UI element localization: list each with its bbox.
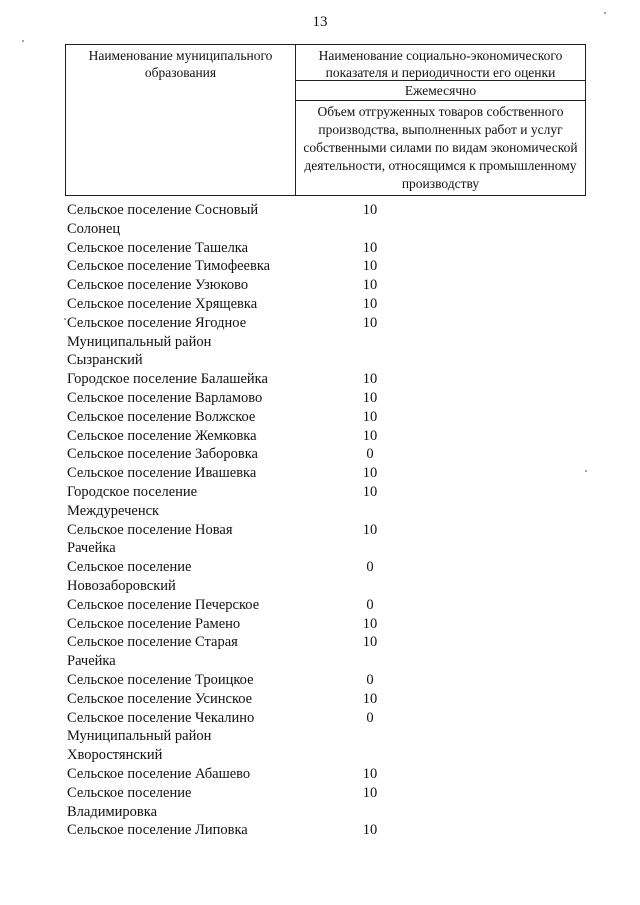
table-row: [0, 389, 640, 408]
municipality-name: Сельское поселение Сосновый: [67, 202, 259, 218]
table-row: [0, 765, 640, 784]
indicator-value: 10: [362, 690, 378, 707]
table-row: [0, 558, 640, 577]
scan-speck: [585, 470, 587, 472]
municipality-name: Городское поселение: [67, 483, 198, 500]
municipality-name: Сельское поселение Рамено: [67, 615, 241, 632]
municipality-name: Солонец: [67, 220, 121, 237]
table-row: [0, 821, 640, 840]
indicator-value: 10: [362, 371, 378, 388]
indicator-value: [300, 333, 440, 352]
indicator-value: [300, 803, 440, 822]
table-row: [0, 445, 640, 464]
municipality-name: Муниципальный район: [67, 728, 212, 745]
municipality-name: Сельское поселение Абашево: [67, 765, 251, 782]
header-indicator-column: [296, 45, 585, 195]
table-row: [0, 615, 640, 634]
indicator-value: [300, 577, 440, 596]
indicator-value: 10: [362, 277, 378, 294]
table-row: [0, 521, 640, 540]
indicator-value: 10: [362, 239, 378, 256]
indicator-value: 10: [362, 427, 378, 444]
indicator-value: 0: [366, 559, 374, 576]
indicator-value: 10: [362, 765, 378, 782]
municipality-name: Сельское поселение Жемковка: [67, 427, 257, 444]
table-row: [0, 577, 640, 596]
indicator-value: 10: [362, 295, 378, 312]
table-row: [0, 408, 640, 427]
table-row: [0, 803, 640, 822]
municipality-name: Городское поселение Балашейка: [67, 371, 268, 388]
indicator-value: 10: [362, 465, 378, 482]
municipality-name: Сызранский: [67, 352, 143, 369]
table-row: [0, 314, 640, 333]
table-row: [0, 239, 640, 258]
table-row: [0, 276, 640, 295]
scan-speck: [604, 12, 606, 14]
table-row: [0, 633, 640, 652]
table-row: [0, 596, 640, 615]
municipality-name: Сельское поселение Старая: [67, 634, 238, 651]
indicator-value: 10: [362, 202, 378, 218]
municipality-name: Сельское поселение Ягодное: [67, 314, 247, 331]
municipality-name: Сельское поселение Печерское: [67, 596, 260, 613]
indicator-value: [300, 652, 440, 671]
indicator-value: 10: [362, 521, 378, 538]
table-row: [0, 539, 640, 558]
municipality-name: Сельское поселение Новая: [67, 521, 233, 538]
indicator-value: 10: [362, 784, 378, 801]
table-row: [0, 295, 640, 314]
municipality-name: Сельское поселение Липовка: [67, 822, 248, 839]
indicator-value: 10: [362, 389, 378, 406]
indicator-value: 10: [362, 634, 378, 651]
municipality-name: Сельское поселение Заборовка: [67, 446, 258, 463]
indicator-value: [300, 351, 440, 370]
table-row: [0, 671, 640, 690]
header-periodicity: Ежемесячно: [296, 81, 585, 101]
table-header: [65, 44, 586, 196]
municipality-name: Сельское поселение Усинское: [67, 690, 253, 707]
table-row: [0, 464, 640, 483]
indicator-value: 10: [362, 258, 378, 275]
table-row: [0, 727, 640, 746]
indicator-value: 10: [362, 822, 378, 839]
indicator-value: 10: [362, 314, 378, 331]
municipality-name: Сельское поселение Узюково: [67, 277, 249, 294]
page-number: 13: [312, 14, 328, 30]
municipality-name: Сельское поселение: [67, 559, 192, 576]
municipality-name: Сельское поселение Варламово: [67, 389, 263, 406]
indicator-value: 0: [366, 709, 374, 726]
table-row: [0, 690, 640, 709]
indicator-value: [300, 502, 440, 521]
municipality-name: Сельское поселение Чекалино: [67, 709, 255, 726]
indicator-value: 0: [366, 671, 374, 688]
indicator-value: 10: [362, 408, 378, 425]
scan-speck: [64, 318, 66, 320]
municipality-name: Сельское поселение Хрящевка: [67, 295, 258, 312]
indicator-value: 0: [366, 446, 374, 463]
municipality-name: Междуреченск: [67, 502, 160, 519]
table-body: [0, 201, 640, 840]
municipality-name: Сельское поселение Волжское: [67, 408, 256, 425]
indicator-value: 0: [366, 596, 374, 613]
indicator-value: [300, 539, 440, 558]
municipality-name: Сельское поселение Тимофеевка: [67, 258, 271, 275]
municipality-name: Рачейка: [67, 653, 116, 670]
municipality-name: Рачейка: [67, 540, 116, 557]
header-indicator-title: Наименование социально-экономического показателя и периодичности его оценки: [296, 45, 585, 81]
table-row: [0, 257, 640, 276]
municipality-name: Муниципальный район: [67, 333, 212, 350]
table-row: [0, 709, 640, 728]
municipality-name: Владимировка: [67, 803, 158, 820]
header-indicator-description: Объем отгруженных товаров собственного производства, выполненных работ и услуг собственными силами по видам экономической деятельности, относящимся к промышленному производству: [303, 104, 578, 191]
table-row: [0, 483, 640, 502]
indicator-value: 10: [362, 483, 378, 500]
indicator-value: [300, 727, 440, 746]
header-municipality: Наименование муниципального образования: [66, 45, 296, 195]
indicator-value: [300, 220, 440, 239]
table-row: [0, 652, 640, 671]
scan-speck: [22, 40, 24, 42]
table-row: [0, 370, 640, 389]
municipality-name: Сельское поселение Ташелка: [67, 239, 249, 256]
table-row: [0, 351, 640, 370]
table-row: [0, 427, 640, 446]
municipality-name: Новозаборовский: [67, 577, 176, 594]
table-row: [0, 220, 640, 239]
table-row: [0, 784, 640, 803]
table-row: [0, 201, 640, 220]
indicator-value: 10: [362, 615, 378, 632]
table-row: [0, 746, 640, 765]
table-row: [0, 333, 640, 352]
municipality-name: Сельское поселение: [67, 784, 192, 801]
indicator-value: [300, 746, 440, 765]
table-row: [0, 502, 640, 521]
municipality-name: Сельское поселение Троицкое: [67, 671, 254, 688]
municipality-name: Сельское поселение Ивашевка: [67, 465, 257, 482]
municipality-name: Хворостянский: [67, 747, 163, 764]
